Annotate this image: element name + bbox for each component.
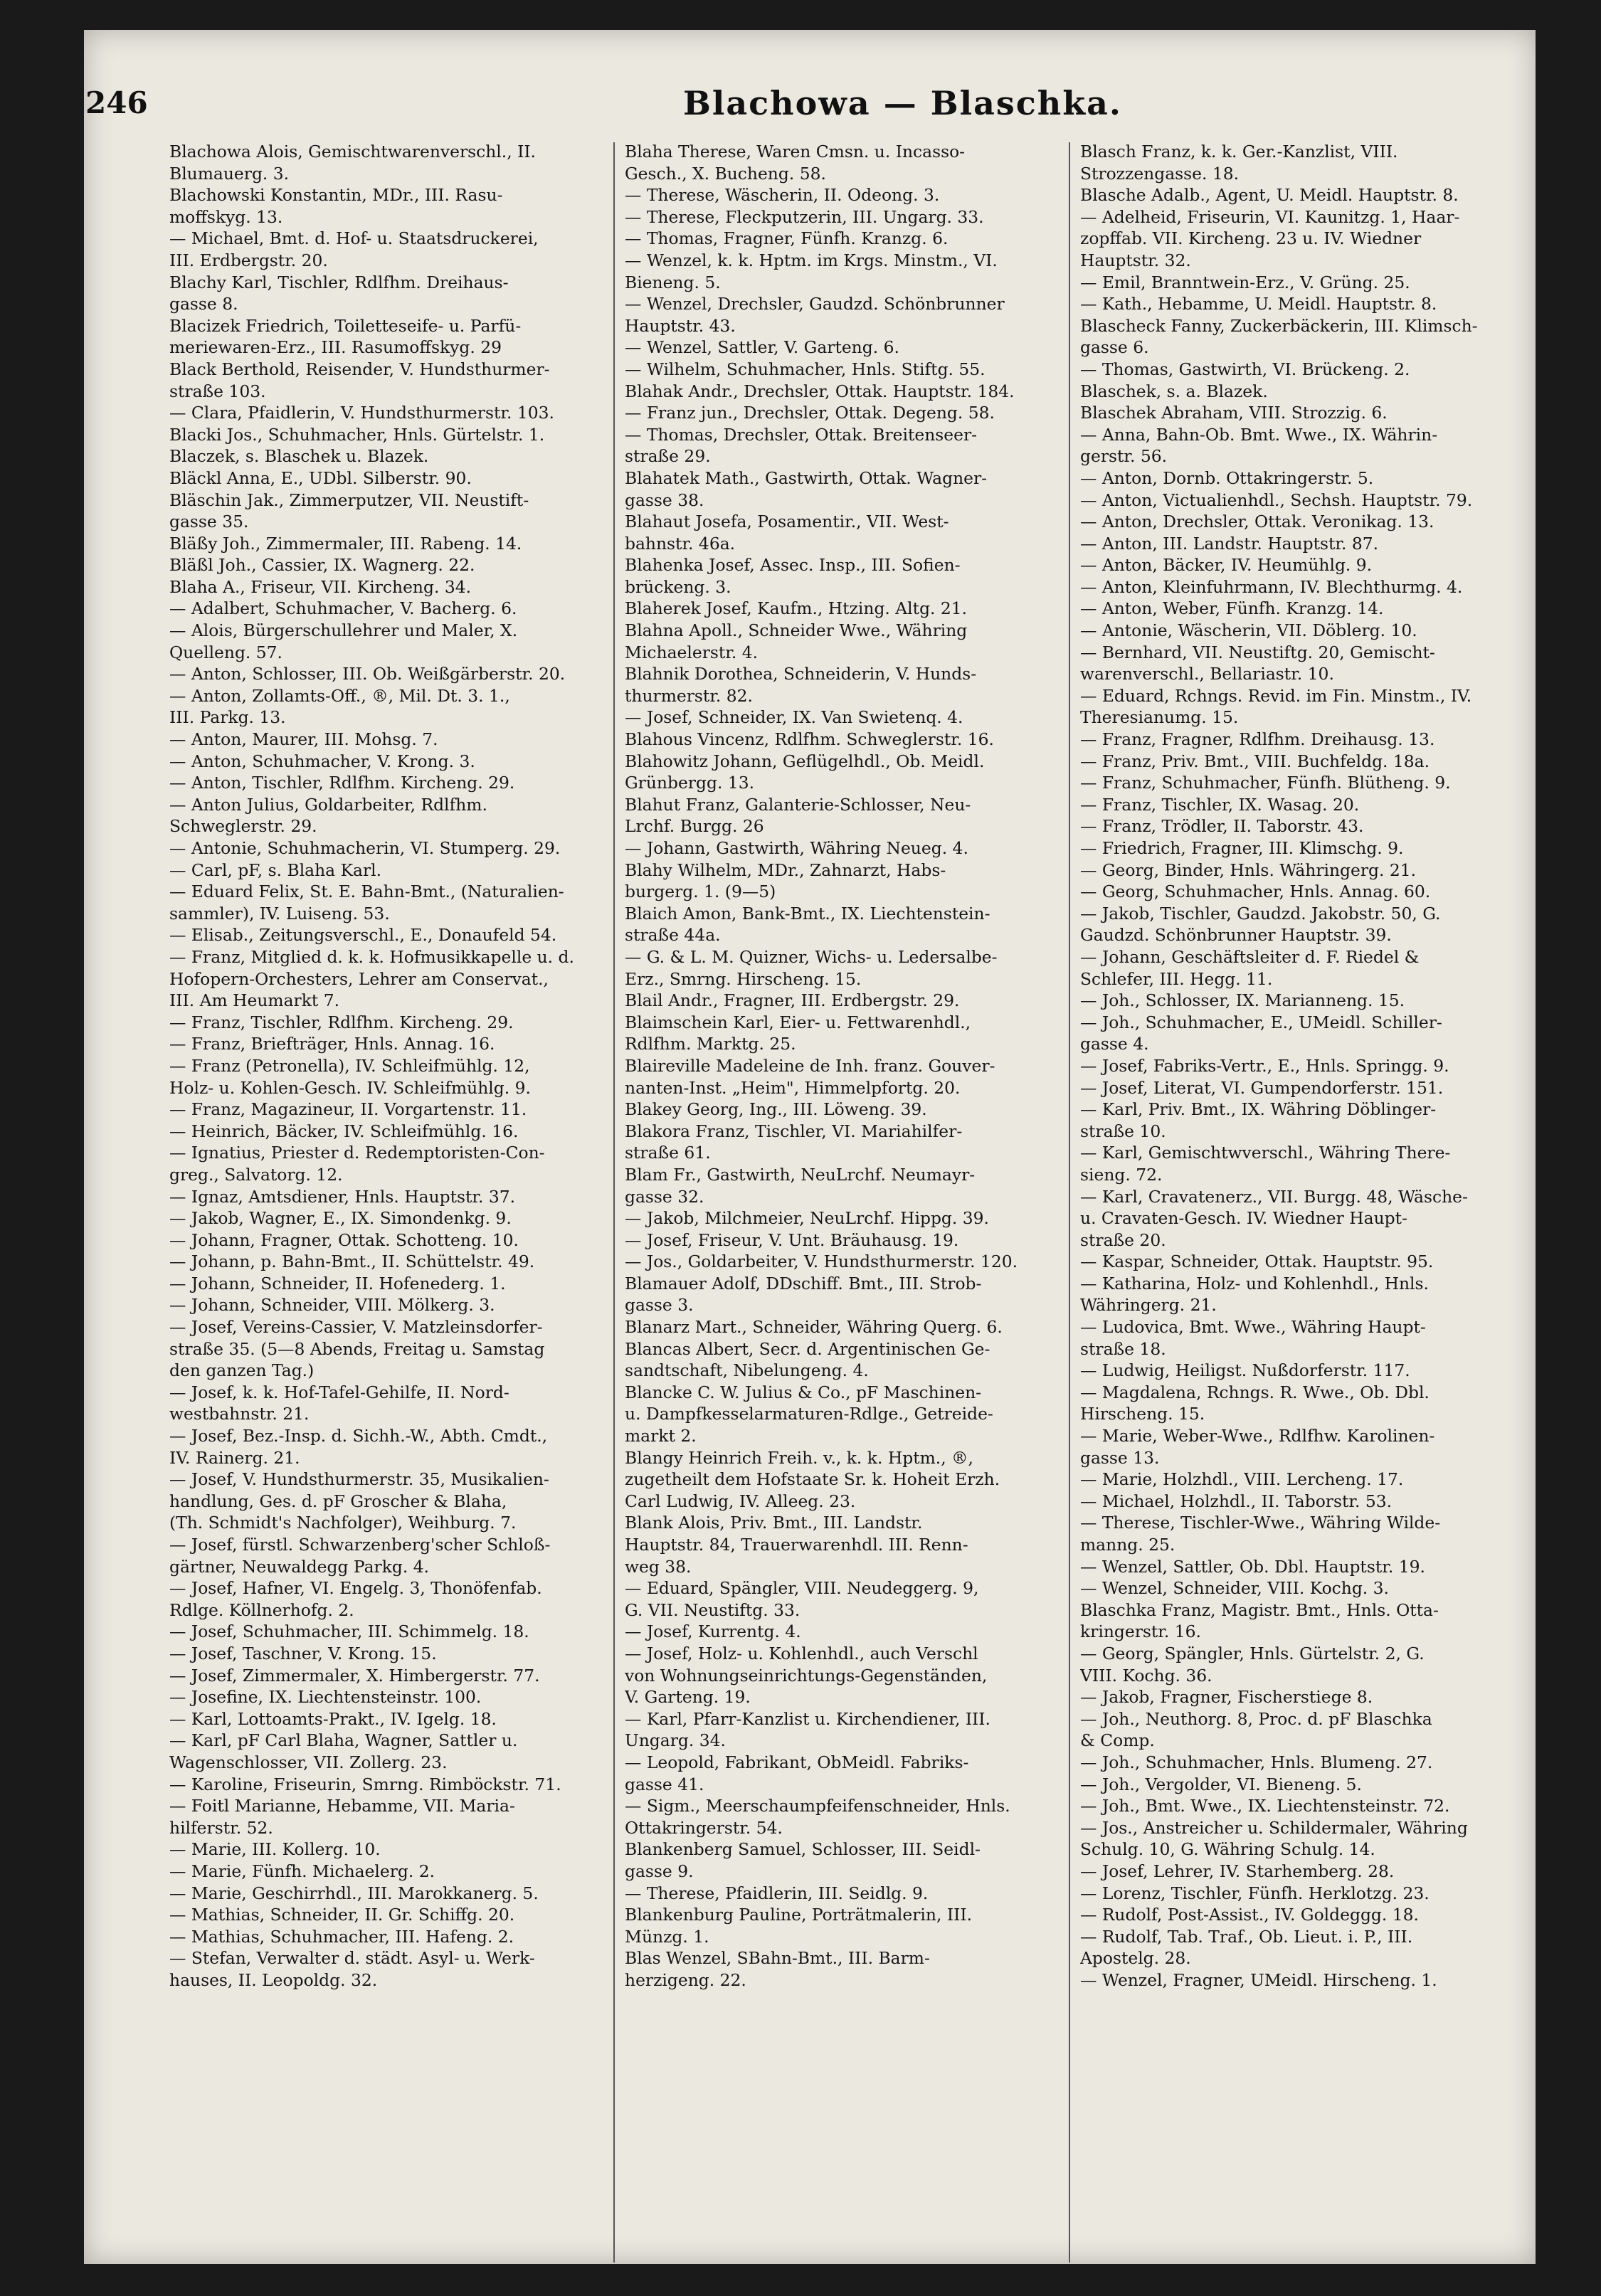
directory-line: Bläßy Joh., Zimmermaler, III. Rabeng. 14. (169, 533, 522, 554)
directory-line: gasse 4. (1080, 1034, 1149, 1054)
directory-line: — Wenzel, k. k. Hptm. im Krgs. Minstm., VI. (625, 250, 998, 270)
directory-line: — Karl, Pfarr-Kanzlist u. Kirchendiener, III. (625, 1708, 990, 1729)
directory-line: — Anton Julius, Goldarbeiter, Rdlfhm. (169, 794, 487, 815)
directory-line: — Josefine, IX. Liechtensteinstr. 100. (169, 1687, 482, 1708)
directory-line: handlung, Ges. d. pF Groscher & Blaha, (169, 1491, 507, 1511)
directory-line: Blahenka Josef, Assec. Insp., III. Sofien- (625, 555, 961, 576)
directory-line: — Eduard Felix, St. E. Bahn-Bmt., (Naturalien- (169, 882, 564, 902)
directory-line: gasse 35. (169, 512, 249, 532)
directory-line: straße 61. (625, 1143, 711, 1163)
directory-line: — Ludwig, Heiligst. Nußdorferstr. 117. (1080, 1360, 1410, 1381)
directory-line: Carl Ludwig, IV. Alleeg. 23. (625, 1491, 856, 1511)
directory-line: — Ignatius, Priester d. Redemptoristen-Con- (169, 1143, 545, 1163)
directory-line: warenverschl., Bellariastr. 10. (1080, 664, 1334, 684)
directory-line: G. VII. Neustiftg. 33. (625, 1599, 801, 1620)
directory-line: Hirscheng. 15. (1080, 1404, 1205, 1424)
directory-line: Blaschka Franz, Magistr. Bmt., Hnls. Otta- (1080, 1599, 1439, 1620)
directory-line: thurmerstr. 82. (625, 685, 753, 706)
directory-line: — Josef, Zimmermaler, X. Himbergerstr. 77. (169, 1665, 540, 1686)
directory-line: von Wohnungseinrichtungs-Gegenständen, (625, 1665, 988, 1686)
directory-line: — Marie, III. Kollerg. 10. (169, 1839, 381, 1860)
directory-line: Blasch Franz, k. k. Ger.-Kanzlist, VIII. (1080, 142, 1398, 162)
directory-line: — Eduard, Rchngs. Revid. im Fin. Minstm., IV. (1080, 685, 1472, 706)
directory-line: III. Am Heumarkt 7. (169, 990, 340, 1011)
directory-line: moffskyg. 13. (169, 206, 283, 227)
directory-line: — Josef, V. Hundsthurmerstr. 35, Musikalien- (169, 1469, 549, 1490)
directory-line: Münzg. 1. (625, 1926, 709, 1947)
directory-line: Hauptstr. 84, Trauerwarenhdl. III. Renn- (625, 1535, 968, 1555)
directory-line: gasse 32. (625, 1186, 704, 1207)
directory-line: — Karl, Lottoamts-Prakt., IV. Igelg. 18. (169, 1708, 497, 1729)
directory-line: straße 10. (1080, 1121, 1166, 1141)
directory-line: sandtschaft, Nibelungeng. 4. (625, 1360, 869, 1381)
directory-line: — Karl, pF Carl Blaha, Wagner, Sattler u. (169, 1730, 518, 1751)
directory-line: — Michael, Holzhdl., II. Taborstr. 53. (1080, 1491, 1393, 1511)
directory-line: — Alois, Bürgerschullehrer und Maler, X. (169, 620, 518, 641)
directory-line: sammler), IV. Luiseng. 53. (169, 903, 390, 924)
column-1 (169, 141, 607, 2261)
directory-line: — Anna, Bahn-Ob. Bmt. Wwe., IX. Währin- (1080, 424, 1438, 445)
directory-line: — Anton, Victualienhdl., Sechsh. Hauptstr. 79. (1080, 490, 1473, 510)
directory-line: — Franz, Trödler, II. Taborstr. 43. (1080, 816, 1364, 837)
directory-line: Erz., Smrng. Hirscheng. 15. (625, 968, 862, 989)
directory-line: Strozzengasse. 18. (1080, 163, 1240, 184)
directory-line: — Franz jun., Drechsler, Ottak. Degeng. 58. (625, 403, 995, 423)
directory-line: Währingerg. 21. (1080, 1295, 1217, 1316)
directory-line: Blaireville Madeleine de Inh. franz. Gouver- (625, 1055, 995, 1076)
directory-line: — Franz, Tischler, IX. Wasag. 20. (1080, 794, 1360, 815)
directory-line: Bläckl Anna, E., UDbl. Silberstr. 90. (169, 467, 472, 488)
directory-line: — Carl, pF, s. Blaha Karl. (169, 859, 382, 880)
directory-line: — Wilhelm, Schuhmacher, Hnls. Stiftg. 55. (625, 359, 986, 379)
directory-line: — Joh., Neuthorg. 8, Proc. d. pF Blaschka (1080, 1708, 1432, 1729)
directory-line: III. Erdbergstr. 20. (169, 250, 328, 270)
directory-line: Quelleng. 57. (169, 642, 282, 662)
directory-line: gärtner, Neuwaldegg Parkg. 4. (169, 1556, 430, 1577)
directory-line: VIII. Kochg. 36. (1080, 1665, 1212, 1686)
directory-line: gasse 6. (1080, 337, 1149, 358)
directory-line: gerstr. 56. (1080, 446, 1168, 467)
directory-line: Blasche Adalb., Agent, U. Meidl. Hauptstr. 8. (1080, 185, 1459, 206)
directory-line: — Johann, Gastwirth, Währing Neueg. 4. (625, 838, 968, 858)
directory-line: Black Berthold, Reisender, V. Hundsthurmer- (169, 359, 550, 379)
directory-line: gasse 13. (1080, 1447, 1160, 1468)
directory-line: gasse 8. (169, 294, 238, 314)
directory-line: — Leopold, Fabrikant, ObMeidl. Fabriks- (625, 1752, 969, 1772)
directory-line: — Jakob, Fragner, Fischerstiege 8. (1080, 1687, 1373, 1708)
directory-line: & Comp. (1080, 1730, 1155, 1751)
directory-line: Blahut Franz, Galanterie-Schlosser, Neu- (625, 794, 971, 815)
directory-line: straße 18. (1080, 1338, 1166, 1359)
directory-line: gasse 3. (625, 1295, 694, 1316)
directory-line: — Josef, Hafner, VI. Engelg. 3, Thonöfenfab. (169, 1578, 542, 1599)
directory-line: — Lorenz, Tischler, Fünfh. Herklotzg. 23. (1080, 1883, 1430, 1903)
directory-line: — Josef, Literat, VI. Gumpendorferstr. 151. (1080, 1077, 1444, 1098)
directory-line: Blascheck Fanny, Zuckerbäckerin, III. Klimsch- (1080, 315, 1478, 336)
directory-line: — Josef, Fabriks-Vertr., E., Hnls. Springg. 9. (1080, 1055, 1449, 1076)
directory-line: — Emil, Branntwein-Erz., V. Grüng. 25. (1080, 272, 1410, 292)
directory-line: — Clara, Pfaidlerin, V. Hundsthurmerstr. 103. (169, 403, 554, 423)
directory-line: Bieneng. 5. (625, 272, 721, 292)
directory-line: Schulg. 10, G. Währing Schulg. 14. (1080, 1839, 1375, 1860)
directory-line: — Josef, Friseur, V. Unt. Bräuhausg. 19. (625, 1229, 959, 1250)
directory-line: — Thomas, Gastwirth, VI. Brückeng. 2. (1080, 359, 1410, 379)
directory-line: Blahowitz Johann, Geflügelhdl., Ob. Meidl. (625, 751, 985, 771)
directory-line: herzigeng. 22. (625, 1969, 746, 1990)
directory-line: Blahaut Josefa, Posamentir., VII. West- (625, 512, 949, 532)
directory-line: — Rudolf, Post-Assist., IV. Goldeggg. 18. (1080, 1905, 1419, 1925)
directory-line: — Joh., Bmt. Wwe., IX. Liechtensteinstr. 72. (1080, 1796, 1450, 1816)
directory-line: Blas Wenzel, SBahn-Bmt., III. Barm- (625, 1948, 930, 1969)
directory-line: — Anton, Drechsler, Ottak. Veronikag. 13. (1080, 512, 1434, 532)
directory-line: — Joh., Schuhmacher, E., UMeidl. Schiller- (1080, 1012, 1442, 1032)
directory-line: — Elisab., Zeitungsverschl., E., Donaufeld 54. (169, 925, 557, 946)
directory-line: Holz- u. Kohlen-Gesch. IV. Schleifmühlg. 9. (169, 1077, 531, 1098)
directory-line: u. Dampfkesselarmaturen-Rdlge., Getreide- (625, 1404, 993, 1424)
directory-line: — Anton, Schuhmacher, V. Krong. 3. (169, 751, 475, 771)
directory-line: — Franz, Priv. Bmt., VIII. Buchfeldg. 18a. (1080, 751, 1430, 771)
directory-line: — Karl, Priv. Bmt., IX. Währing Döblinger- (1080, 1099, 1437, 1120)
directory-line: V. Garteng. 19. (625, 1687, 751, 1708)
directory-line: — Jakob, Wagner, E., IX. Simondenkg. 9. (169, 1208, 512, 1229)
directory-line: kringerstr. 16. (1080, 1622, 1201, 1642)
directory-line: meriewaren-Erz., III. Rasumoffskyg. 29 (169, 337, 502, 358)
directory-line: — Marie, Weber-Wwe., Rdlfhw. Karolinen- (1080, 1426, 1435, 1446)
directory-line: Theresianumg. 15. (1080, 707, 1239, 728)
directory-line: — Karl, Cravatenerz., VII. Burgg. 48, Wäsche- (1080, 1186, 1468, 1207)
directory-line: straße 103. (169, 381, 266, 401)
directory-line: Schweglerstr. 29. (169, 816, 317, 837)
directory-line: — Anton, Maurer, III. Mohsg. 7. (169, 729, 438, 750)
directory-line: — Georg, Spängler, Hnls. Gürtelstr. 2, G. (1080, 1643, 1425, 1663)
directory-line: — Friedrich, Fragner, III. Klimschg. 9. (1080, 838, 1404, 858)
directory-line: — Anton, III. Landstr. Hauptstr. 87. (1080, 533, 1379, 554)
directory-line: — Marie, Fünfh. Michaelerg. 2. (169, 1861, 435, 1881)
running-head: Blachowa — Blaschka. (683, 84, 1122, 122)
directory-line: IV. Rainerg. 21. (169, 1447, 300, 1468)
directory-line: Blankenberg Samuel, Schlosser, III. Seidl- (625, 1839, 981, 1860)
directory-line: — Georg, Binder, Hnls. Währingerg. 21. (1080, 859, 1417, 880)
directory-line: — Franz, Schuhmacher, Fünfh. Blütheng. 9. (1080, 773, 1451, 793)
directory-line: Blancke C. W. Julius & Co., pF Maschinen- (625, 1382, 982, 1402)
directory-line: Hofopern-Orchesters, Lehrer am Conservat., (169, 968, 549, 989)
directory-line: gasse 9. (625, 1861, 694, 1881)
directory-line: greg., Salvatorg. 12. (169, 1164, 343, 1185)
directory-line: — Jos., Goldarbeiter, V. Hundsthurmerstr. 120. (625, 1252, 1018, 1272)
directory-line: — Georg, Schuhmacher, Hnls. Annag. 60. (1080, 882, 1431, 902)
directory-line: Apostelg. 28. (1080, 1948, 1191, 1969)
directory-line: straße 35. (5—8 Abends, Freitag u. Samstag (169, 1338, 545, 1359)
directory-line: Blahy Wilhelm, MDr., Zahnarzt, Habs- (625, 859, 946, 880)
directory-line: — Johann, p. Bahn-Bmt., II. Schüttelstr. 49. (169, 1252, 535, 1272)
directory-line: — Magdalena, Rchngs. R. Wwe., Ob. Dbl. (1080, 1382, 1430, 1402)
column-3 (1080, 141, 1518, 2261)
directory-line: markt 2. (625, 1426, 697, 1446)
column-rule-1 (613, 142, 615, 2263)
directory-line: Lrchf. Burgg. 26 (625, 816, 764, 837)
directory-line: u. Cravaten-Gesch. IV. Wiedner Haupt- (1080, 1208, 1407, 1229)
directory-line: Blachy Karl, Tischler, Rdlfhm. Dreihaus- (169, 272, 509, 292)
directory-line: — Josef, Vereins-Cassier, V. Matzleinsdorfer- (169, 1317, 543, 1338)
directory-line: III. Parkg. 13. (169, 707, 286, 728)
directory-line: — Wenzel, Sattler, V. Garteng. 6. (625, 337, 899, 358)
directory-line: — Thomas, Fragner, Fünfh. Kranzg. 6. (625, 228, 949, 249)
directory-line: — Josef, Bez.-Insp. d. Sichh.-W., Abth. Cmdt., (169, 1426, 548, 1446)
directory-line: Wagenschlosser, VII. Zollerg. 23. (169, 1752, 448, 1772)
directory-line: — Thomas, Drechsler, Ottak. Breitenseer- (625, 424, 978, 445)
directory-line: — Rudolf, Tab. Traf., Ob. Lieut. i. P., III. (1080, 1926, 1413, 1947)
directory-line: — Mathias, Schneider, II. Gr. Schiffg. 20. (169, 1905, 515, 1925)
directory-line: — Jos., Anstreicher u. Schildermaler, Währing (1080, 1817, 1468, 1838)
directory-line: — Johann, Fragner, Ottak. Schotteng. 10. (169, 1229, 519, 1250)
directory-line: — Anton, Kleinfuhrmann, IV. Blechthurmg. 4. (1080, 576, 1463, 597)
directory-line: Blamauer Adolf, DDschiff. Bmt., III. Strob- (625, 1273, 982, 1294)
directory-line: Blankenburg Pauline, Porträtmalerin, III. (625, 1905, 973, 1925)
directory-line: Blaimschein Karl, Eier- u. Fettwarenhdl., (625, 1012, 971, 1032)
directory-line: Blaha Therese, Waren Cmsn. u. Incasso- (625, 142, 966, 162)
directory-line: straße 29. (625, 446, 711, 467)
directory-line: Bläschin Jak., Zimmerputzer, VII. Neustift- (169, 490, 529, 510)
column-2 (625, 141, 1062, 2261)
directory-line: — Ignaz, Amtsdiener, Hnls. Hauptstr. 37. (169, 1186, 516, 1207)
directory-line: weg 38. (625, 1556, 692, 1577)
directory-line: — Adelheid, Friseurin, VI. Kaunitzg. 1, Haar- (1080, 206, 1460, 227)
directory-line: gasse 38. (625, 490, 704, 510)
directory-line: Blahous Vincenz, Rdlfhm. Schweglerstr. 16. (625, 729, 994, 750)
directory-line: — Michael, Bmt. d. Hof- u. Staatsdruckerei, (169, 228, 539, 249)
directory-line: Blaich Amon, Bank-Bmt., IX. Liechtenstein- (625, 903, 990, 924)
directory-line: Blaczek, s. Blaschek u. Blazek. (169, 446, 429, 467)
directory-line: Blahak Andr., Drechsler, Ottak. Hauptstr. 184. (625, 381, 1015, 401)
directory-line: Blakey Georg, Ing., III. Löweng. 39. (625, 1099, 927, 1120)
directory-line: hauses, II. Leopoldg. 32. (169, 1969, 378, 1990)
directory-line: Michaelerstr. 4. (625, 642, 759, 662)
directory-line: — Katharina, Holz- und Kohlenhdl., Hnls. (1080, 1273, 1429, 1294)
directory-line: — Franz, Mitglied d. k. k. Hofmusikkapelle u. d. (169, 946, 574, 967)
directory-line: Blachowa Alois, Gemischtwarenverschl., II. (169, 142, 536, 162)
directory-line: nanten-Inst. „Heim", Himmelpfortg. 20. (625, 1077, 961, 1098)
directory-line: (Th. Schmidt's Nachfolger), Weihburg. 7. (169, 1513, 517, 1533)
directory-line: — Jakob, Tischler, Gaudzd. Jakobstr. 50, G. (1080, 903, 1441, 924)
directory-line: — Bernhard, VII. Neustiftg. 20, Gemischt- (1080, 642, 1435, 662)
directory-line: — Josef, fürstl. Schwarzenberg'scher Schloß- (169, 1535, 551, 1555)
directory-line: — Josef, Schuhmacher, III. Schimmelg. 18. (169, 1622, 529, 1642)
directory-line: gasse 41. (625, 1774, 704, 1794)
directory-line: den ganzen Tag.) (169, 1360, 315, 1381)
directory-line: — Therese, Fleckputzerin, III. Ungarg. 33. (625, 206, 984, 227)
directory-line: — Mathias, Schuhmacher, III. Hafeng. 2. (169, 1926, 514, 1947)
directory-line: Blachowski Konstantin, MDr., III. Rasu- (169, 185, 503, 206)
directory-line: Bläßl Joh., Cassier, IX. Wagnerg. 22. (169, 555, 475, 576)
directory-line: zopffab. VII. Kircheng. 23 u. IV. Wiedner (1080, 228, 1422, 249)
directory-line: Blangy Heinrich Freih. v., k. k. Hptm., ®, (625, 1447, 973, 1468)
directory-line: Gaudzd. Schönbrunner Hauptstr. 39. (1080, 925, 1392, 946)
directory-line: — Therese, Wäscherin, II. Odeong. 3. (625, 185, 940, 206)
directory-line: — Karl, Gemischtwverschl., Währing There- (1080, 1143, 1451, 1163)
directory-line: Hauptstr. 32. (1080, 250, 1191, 270)
directory-line: — Franz, Fragner, Rdlfhm. Dreihausg. 13. (1080, 729, 1435, 750)
directory-line: — Johann, Schneider, VIII. Mölkerg. 3. (169, 1295, 495, 1316)
directory-line: — Franz, Tischler, Rdlfhm. Kircheng. 29. (169, 1012, 514, 1032)
directory-line: Blaherek Josef, Kaufm., Htzing. Altg. 21. (625, 598, 968, 619)
directory-line: — Joh., Schlosser, IX. Marianneng. 15. (1080, 990, 1405, 1011)
directory-line: Blanarz Mart., Schneider, Währing Querg. 6. (625, 1317, 1003, 1338)
directory-line: Blancas Albert, Secr. d. Argentinischen Ge- (625, 1338, 990, 1359)
directory-line: — Antonie, Wäscherin, VII. Döblerg. 10. (1080, 620, 1417, 641)
page-number: 246 (85, 85, 148, 120)
directory-line: — Josef, Taschner, V. Krong. 15. (169, 1643, 437, 1663)
directory-line: — Franz (Petronella), IV. Schleifmühlg. 12, (169, 1055, 530, 1076)
directory-line: hilferstr. 52. (169, 1817, 273, 1838)
directory-line: — Josef, Schneider, IX. Van Swietenq. 4. (625, 707, 963, 728)
directory-line: bahnstr. 46a. (625, 533, 736, 554)
directory-line: Blaha A., Friseur, VII. Kircheng. 34. (169, 576, 472, 597)
directory-line: Ungarg. 34. (625, 1730, 726, 1751)
directory-line: — Anton, Tischler, Rdlfhm. Kircheng. 29. (169, 773, 515, 793)
directory-line: — Kaspar, Schneider, Ottak. Hauptstr. 95. (1080, 1252, 1434, 1272)
directory-line: — Foitl Marianne, Hebamme, VII. Maria- (169, 1796, 515, 1816)
directory-line: — Anton, Zollamts-Off., ®, Mil. Dt. 3. 1., (169, 685, 510, 706)
directory-line: Blahatek Math., Gastwirth, Ottak. Wagner- (625, 467, 988, 488)
directory-line: burgerg. 1. (9—5) (625, 882, 776, 902)
directory-line: — Johann, Schneider, II. Hofenederg. 1. (169, 1273, 506, 1294)
directory-line: Hauptstr. 43. (625, 315, 736, 336)
directory-line: — Marie, Geschirrhdl., III. Marokkanerg. 5. (169, 1883, 539, 1903)
directory-line: zugetheilt dem Hofstaate Sr. k. Hoheit Erzh. (625, 1469, 1000, 1490)
directory-line: — Anton, Bäcker, IV. Heumühlg. 9. (1080, 555, 1373, 576)
directory-line: Blahna Apoll., Schneider Wwe., Währing (625, 620, 968, 641)
directory-line: — Franz, Briefträger, Hnls. Annag. 16. (169, 1034, 495, 1054)
directory-line: Blahnik Dorothea, Schneiderin, V. Hunds- (625, 664, 977, 684)
directory-line: — Marie, Holzhdl., VIII. Lercheng. 17. (1080, 1469, 1404, 1490)
directory-line: — Johann, Geschäftsleiter d. F. Riedel & (1080, 946, 1420, 967)
directory-line: straße 44a. (625, 925, 721, 946)
directory-line: Blumauerg. 3. (169, 163, 290, 184)
column-rule-2 (1069, 142, 1070, 2263)
directory-line: Blank Alois, Priv. Bmt., III. Landstr. (625, 1513, 923, 1533)
directory-line: — Therese, Tischler-Wwe., Währing Wilde- (1080, 1513, 1441, 1533)
directory-line: manng. 25. (1080, 1535, 1175, 1555)
directory-line: — Josef, k. k. Hof-Tafel-Gehilfe, II. Nord- (169, 1382, 509, 1402)
directory-line: — Wenzel, Drechsler, Gaudzd. Schönbrunner (625, 294, 1005, 314)
directory-line: Blaschek Abraham, VIII. Strozzig. 6. (1080, 403, 1388, 423)
directory-line: — Josef, Lehrer, IV. Starhemberg. 28. (1080, 1861, 1395, 1881)
directory-line: — Ludovica, Bmt. Wwe., Währing Haupt- (1080, 1317, 1426, 1338)
directory-line: sieng. 72. (1080, 1164, 1163, 1185)
directory-line: Rdlfhm. Marktg. 25. (625, 1034, 796, 1054)
directory-line: — Joh., Vergolder, VI. Bieneng. 5. (1080, 1774, 1362, 1794)
directory-line: — Joh., Schuhmacher, Hnls. Blumeng. 27. (1080, 1752, 1433, 1772)
directory-line: Blakora Franz, Tischler, VI. Mariahilfer- (625, 1121, 963, 1141)
directory-line: — Antonie, Schuhmacherin, VI. Stumperg. 29. (169, 838, 561, 858)
directory-line: — Eduard, Spängler, VIII. Neudeggerg. 9, (625, 1578, 979, 1599)
directory-line: Rdlge. Köllnerhofg. 2. (169, 1599, 354, 1620)
directory-line: — Josef, Kurrentg. 4. (625, 1622, 801, 1642)
directory-line: brückeng. 3. (625, 576, 731, 597)
directory-line: — Anton, Weber, Fünfh. Kranzg. 14. (1080, 598, 1384, 619)
directory-line: — Stefan, Verwalter d. städt. Asyl- u. Werk- (169, 1948, 535, 1969)
directory-line: — G. & L. M. Quizner, Wichs- u. Ledersalbe- (625, 946, 998, 967)
directory-line: Blaschek, s. a. Blazek. (1080, 381, 1268, 401)
directory-line: — Heinrich, Bäcker, IV. Schleifmühlg. 16. (169, 1121, 519, 1141)
directory-line: Gesch., X. Bucheng. 58. (625, 163, 826, 184)
directory-line: — Anton, Dornb. Ottakringerstr. 5. (1080, 467, 1374, 488)
directory-line: Grünbergg. 13. (625, 773, 755, 793)
directory-line: straße 20. (1080, 1229, 1166, 1250)
directory-line: — Karoline, Friseurin, Smrng. Rimböckstr. 71. (169, 1774, 561, 1794)
directory-line: — Josef, Holz- u. Kohlenhdl., auch Verschl (625, 1643, 978, 1663)
directory-line: — Anton, Schlosser, III. Ob. Weißgärberstr. 20. (169, 664, 566, 684)
directory-line: Blam Fr., Gastwirth, NeuLrchf. Neumayr- (625, 1164, 976, 1185)
directory-line: — Kath., Hebamme, U. Meidl. Hauptstr. 8. (1080, 294, 1437, 314)
directory-line: Ottakringerstr. 54. (625, 1817, 783, 1838)
directory-line: — Jakob, Milchmeier, NeuLrchf. Hippg. 39. (625, 1208, 989, 1229)
directory-line: — Wenzel, Schneider, VIII. Kochg. 3. (1080, 1578, 1389, 1599)
directory-line: — Adalbert, Schuhmacher, V. Bacherg. 6. (169, 598, 517, 619)
directory-line: westbahnstr. 21. (169, 1404, 310, 1424)
directory-line: — Therese, Pfaidlerin, III. Seidlg. 9. (625, 1883, 929, 1903)
directory-line: — Wenzel, Fragner, UMeidl. Hirscheng. 1. (1080, 1969, 1437, 1990)
directory-line: — Wenzel, Sattler, Ob. Dbl. Hauptstr. 19. (1080, 1556, 1425, 1577)
directory-line: — Sigm., Meerschaumpfeifenschneider, Hnls. (625, 1796, 1010, 1816)
directory-line: Blacki Jos., Schuhmacher, Hnls. Gürtelstr. 1. (169, 424, 545, 445)
directory-line: Schlefer, III. Hegg. 11. (1080, 968, 1273, 989)
directory-line: Blacizek Friedrich, Toiletteseife- u. Parfü- (169, 315, 522, 336)
directory-line: — Franz, Magazineur, II. Vorgartenstr. 11. (169, 1099, 527, 1120)
directory-line: Blail Andr., Fragner, III. Erdbergstr. 29. (625, 990, 960, 1011)
